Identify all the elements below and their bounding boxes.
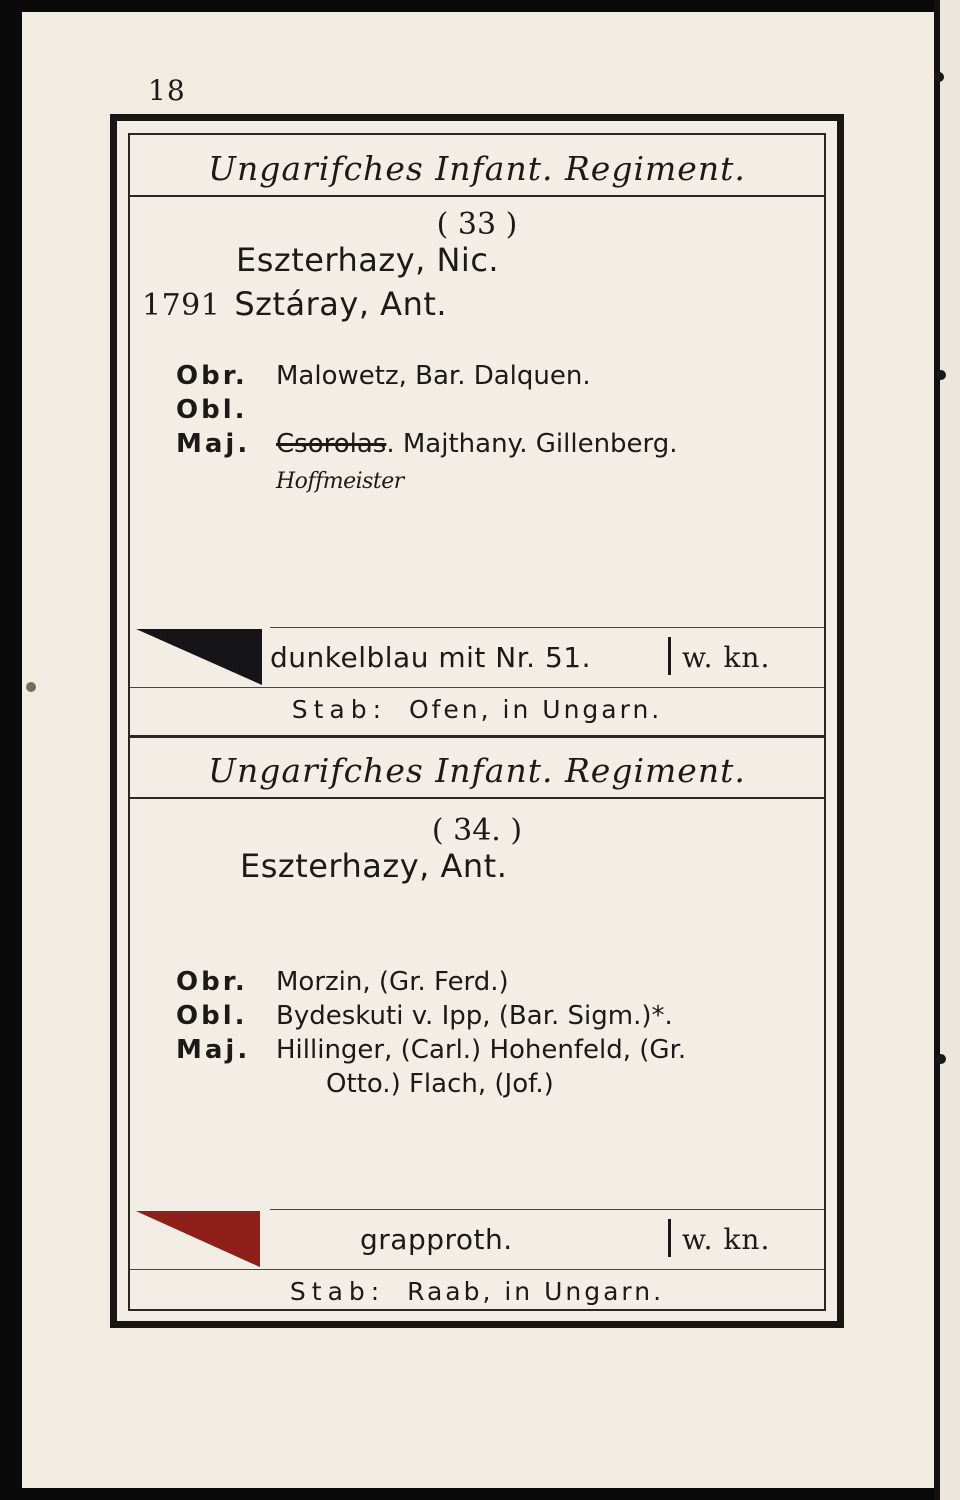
column-separator <box>668 637 671 675</box>
owner-name: Eszterhazy, Nic. <box>236 241 500 279</box>
divider <box>270 627 824 628</box>
ink-dot <box>934 72 944 82</box>
owner-name: Sztáray, Ant. <box>234 285 448 323</box>
officer-row <box>176 965 686 999</box>
button-color-text: w. kn. <box>682 1223 771 1256</box>
rank-label: Obr. <box>176 361 248 391</box>
divider <box>130 195 824 197</box>
section-divider <box>130 735 824 738</box>
regiment-number: ( 34. ) <box>431 813 523 848</box>
officer-names: Malowetz, Bar. Dalquen. <box>276 361 591 391</box>
ink-dot <box>936 1054 946 1064</box>
officer-row <box>176 999 686 1033</box>
facing-color-text: dunkelblau mit Nr. 51. <box>270 641 591 674</box>
officer-names: Bydeskuti v. Ipp, (Bar. Sigm.)*. <box>276 1001 673 1031</box>
officer-row: Maj. Csorolas . Majthany. Gillenberg. <box>176 429 678 459</box>
officer-names: Majthany. Gillenberg. <box>402 429 678 459</box>
divider <box>270 1209 824 1210</box>
regiment-number: ( 33 ) <box>436 207 518 242</box>
divider <box>130 797 824 799</box>
garrison-line: Stab: Raab, in Ungarn. <box>289 1277 665 1306</box>
second-owner <box>142 285 447 323</box>
facing-color-row <box>130 629 824 687</box>
owner-name: Eszterhazy, Ant. <box>240 847 508 885</box>
page-number: 18 <box>148 74 186 107</box>
ink-dot <box>936 370 946 380</box>
facing-color-row <box>130 1211 824 1269</box>
rank-label: Obl. <box>176 395 248 425</box>
rank-label: Maj. <box>176 429 251 459</box>
regiment-heading: Ungarifches Infant. Regiment. <box>208 149 746 188</box>
officer-list <box>176 965 686 1101</box>
officer-row <box>176 393 678 427</box>
rank-label: Obr. <box>176 967 248 997</box>
owner-year: 1791 <box>142 288 221 323</box>
rank-label: Maj. <box>176 1035 251 1065</box>
facing-color-swatch <box>136 629 262 685</box>
officer-list <box>176 359 678 461</box>
officer-names: Hillinger, (Carl.) Hohenfeld, (Gr. <box>276 1035 687 1065</box>
struck-name: Csorolas <box>276 429 387 459</box>
facing-color-text: grapproth. <box>360 1223 513 1256</box>
facing-page-edge <box>940 0 960 1500</box>
facing-color-swatch <box>136 1211 298 1267</box>
rank-label: Obl. <box>176 1001 248 1031</box>
column-separator <box>668 1219 671 1257</box>
officer-row <box>176 1033 686 1067</box>
officer-names: Morzin, (Gr. Ferd.) <box>276 967 509 997</box>
divider <box>130 1269 824 1270</box>
regiment-heading: Ungarifches Infant. Regiment. <box>208 751 746 790</box>
regiment-table <box>128 133 826 1311</box>
officer-continuation: Otto.) Flach, (Jof.) <box>326 1069 554 1099</box>
handwritten-annotation: Hoffmeister <box>276 469 404 494</box>
button-color-text: w. kn. <box>682 641 771 674</box>
officer-row <box>176 359 678 393</box>
garrison-line: Stab: Ofen, in Ungarn. <box>291 695 663 724</box>
divider <box>130 687 824 688</box>
ink-dot <box>26 682 36 692</box>
regiment-table-frame <box>110 114 844 1328</box>
